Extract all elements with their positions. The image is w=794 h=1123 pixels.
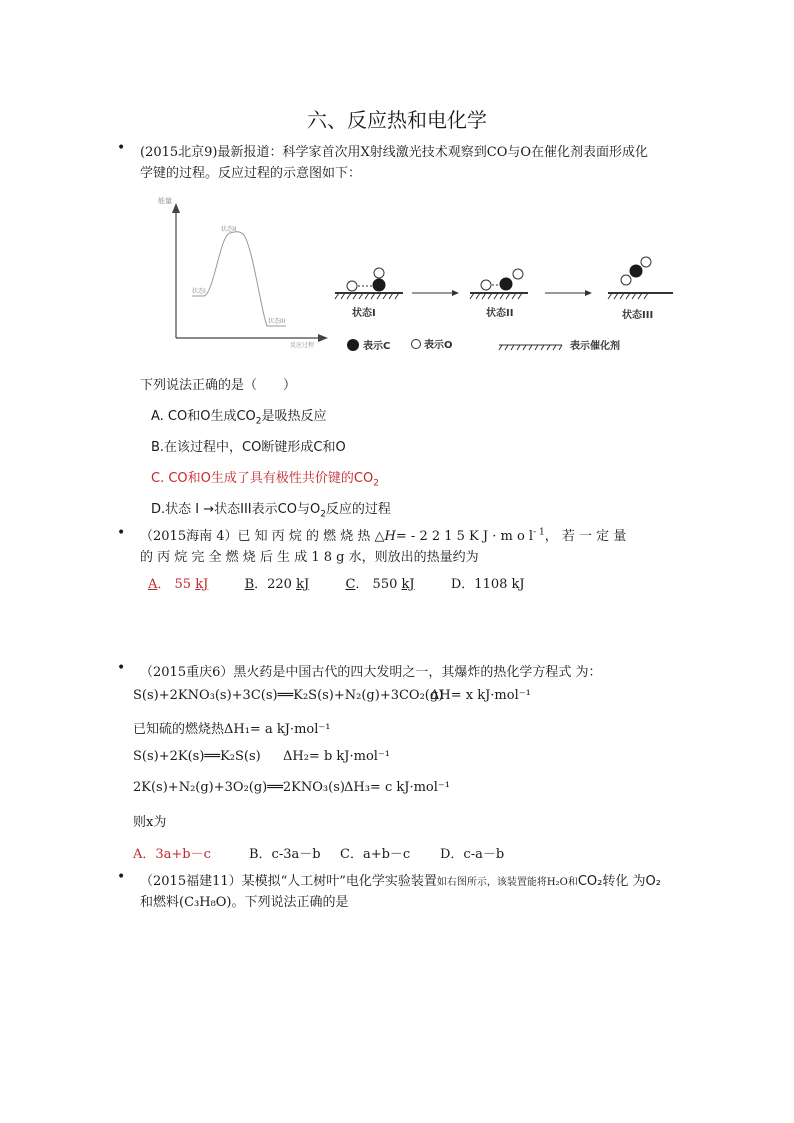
y-axis-arrow	[172, 203, 180, 213]
energy-profile	[158, 196, 328, 349]
q1-option-c	[151, 467, 379, 489]
subscript: 2	[320, 509, 326, 520]
oxygen-atom	[621, 275, 631, 285]
q3-stem: （2015重庆6）黑火药是中国古代的四大发明之一，其爆炸的热化学方程式 为：	[140, 665, 602, 680]
x-axis-arrow	[318, 334, 328, 342]
q3-ask: 则x为	[133, 815, 167, 830]
option-c-text: C. CO和O生成了具有极性共价键的CO	[151, 471, 374, 486]
bullet: •	[117, 660, 126, 676]
q3-option-b: B．c-3a－b	[249, 847, 321, 862]
q3-option-a: A．3a+b－c	[133, 847, 211, 862]
energy-curve	[192, 232, 286, 326]
bullet: •	[117, 140, 126, 156]
q1-stem-line2: 学键的过程。反应过程的示意图如下：	[140, 166, 362, 181]
option-b-value: ．220	[254, 577, 297, 592]
q3-equation-2-dh: ΔH₂= b kJ·mol⁻¹	[283, 749, 391, 764]
legend-catalyst-label: 表示催化剂	[570, 341, 620, 352]
state1-label: 状态I	[352, 308, 376, 319]
carbon-atom	[373, 279, 386, 292]
superscript: - 1	[533, 527, 545, 538]
q1-option-d	[151, 498, 391, 520]
q3-equation-1: S(s)+2KNO₃(s)+3C(s)══K₂S(s)+N₂(g)+3CO₂(g)	[133, 688, 444, 703]
option-d-text: D.状态 I →状态III表示CO与O	[151, 502, 321, 517]
q1-option-a	[151, 405, 327, 427]
q2-stem-line2: 的 丙 烷 完 全 燃 烧 后 生 成 1 8 g 水，则放出的热量约为	[140, 550, 479, 565]
carbon-atom	[500, 278, 513, 291]
oxygen-atom	[513, 269, 523, 279]
q3-equation-2: S(s)+2K(s)══K₂S(s)	[133, 749, 261, 764]
q3-equation-1-dh: ΔH= x kJ·mol⁻¹	[430, 688, 531, 703]
q4-small-text: 如右图所示，该装置能将H₂O和	[436, 877, 578, 888]
legend-carbon-icon	[347, 339, 359, 351]
option-c-letter: C	[345, 577, 356, 592]
progress-axis-label: 反应过程	[290, 342, 315, 349]
page-title: 六、反应热和电化学	[307, 108, 487, 132]
option-a-value: ． 55	[157, 577, 196, 592]
q1-question: 下列说法正确的是（ ）	[140, 378, 297, 393]
state3-surface	[608, 257, 673, 299]
legend-oxygen-icon	[412, 340, 421, 349]
enthalpy-symbol: H	[384, 529, 396, 544]
q2-text-end: ， 若 一 定 量	[544, 529, 627, 544]
subscript: 2	[255, 416, 262, 427]
carbon-atom	[630, 265, 643, 278]
curve-label-state1: 状态I	[192, 288, 206, 295]
option-d: D．1108 kJ	[450, 577, 525, 592]
q1-stem-line1: (2015北京9)最新报道：科学家首次用X射线激光技术观察到CO与O在催化剂表面形成化	[140, 145, 649, 160]
q3-equation-3-dh: ΔH₃= c kJ·mol⁻¹	[344, 780, 450, 795]
option-a-unit: kJ	[195, 577, 209, 592]
curve-label-state3: 状态III	[268, 318, 286, 325]
state1-surface	[335, 268, 403, 299]
q4-stem-line1	[140, 870, 661, 889]
option-c-unit: kJ	[401, 577, 415, 592]
q3-option-d: D．c-a－b	[440, 847, 505, 862]
option-c-value: ． 550	[355, 577, 402, 592]
legend-oxygen-label: 表示O	[424, 340, 453, 351]
bullet: •	[117, 525, 126, 541]
q3-option-c: C．a+b－c	[340, 847, 411, 862]
legend-carbon-label: 表示C	[363, 341, 391, 352]
bullet: •	[117, 869, 126, 885]
option-b-letter: B	[244, 577, 255, 592]
q2-stem-line1	[140, 525, 626, 544]
curve-label-state2: 状态II	[221, 226, 237, 233]
q4-text: （2015福建11）某模拟“人工树叶”电化学实验装置	[140, 874, 437, 889]
oxygen-atom	[641, 257, 651, 267]
q3-given: 已知硫的燃烧热ΔH₁= a kJ·mol⁻¹	[133, 722, 331, 737]
q2-text: （2015海南 4）已 知 丙 烷 的 燃 烧 热 △	[140, 529, 385, 544]
state2-surface	[470, 269, 528, 299]
q3-equation-3: 2K(s)+N₂(g)+3O₂(g)══2KNO₃(s)	[133, 780, 345, 795]
q4-stem-line2: 和燃料(C₃H₈O)。下列说法正确的是	[140, 895, 349, 910]
oxygen-atom	[374, 268, 384, 278]
oxygen-atom	[347, 281, 357, 291]
q2-value: = - 2 2 1 5 K J · m o l	[395, 529, 534, 544]
q2-options	[148, 573, 568, 592]
reaction-diagram	[150, 195, 654, 365]
option-a-text-end: 是吸热反应	[261, 409, 327, 424]
oxygen-atom	[481, 280, 491, 290]
option-b-unit: kJ	[296, 577, 310, 592]
state2-label: 状态II	[486, 308, 514, 319]
option-a-text: A. CO和O生成CO	[151, 409, 256, 424]
option-d-text-end: 反应的过程	[325, 502, 391, 517]
q4-text-end: CO₂转化 为O₂	[577, 874, 661, 889]
subscript: 2	[373, 478, 379, 489]
energy-axis-label: 能量	[158, 197, 172, 205]
state3-label: 状态III	[622, 310, 654, 321]
legend-catalyst-icon	[499, 345, 562, 350]
q1-option-b: B.在该过程中，CO断键形成C和O	[151, 440, 346, 455]
option-a-letter: A	[148, 577, 158, 592]
